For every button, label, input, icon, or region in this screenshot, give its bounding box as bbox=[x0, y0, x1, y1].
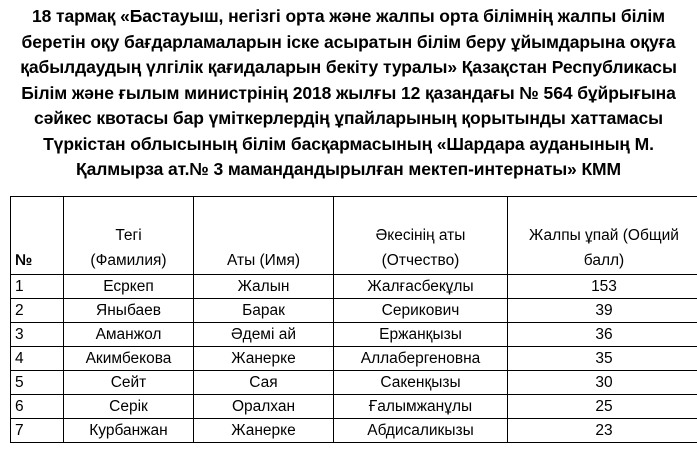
cell-surname: Акимбекова bbox=[64, 347, 194, 371]
heading-line: Қалмырза ат.№ 3 мамандандырылған мектеп-интернаты» КММ bbox=[76, 159, 621, 179]
cell-score: 36 bbox=[508, 323, 697, 347]
header-patronymic-ru: (Отчество) bbox=[381, 252, 460, 269]
table-row bbox=[11, 323, 697, 347]
table-row bbox=[11, 347, 697, 371]
cell-patronymic: Сакенқызы bbox=[334, 371, 508, 395]
header-number: № bbox=[11, 197, 64, 275]
results-table bbox=[10, 196, 697, 443]
cell-number: 3 bbox=[11, 323, 64, 347]
header-surname bbox=[64, 197, 194, 275]
heading-line: 18 тармақ «Бастауыш, негізгі орта және жалпы орта білімнің жалпы білім bbox=[31, 6, 666, 26]
document-heading bbox=[0, 4, 697, 183]
cell-name: Барак bbox=[194, 299, 334, 323]
table-row bbox=[11, 419, 697, 443]
cell-surname: Есркеп bbox=[64, 275, 194, 299]
cell-patronymic: Абдисаликызы bbox=[334, 419, 508, 443]
table-row bbox=[11, 275, 697, 299]
cell-score: 30 bbox=[508, 371, 697, 395]
cell-name: Оралхан bbox=[194, 395, 334, 419]
cell-name: Жалын bbox=[194, 275, 334, 299]
header-score-line1: Жалпы ұпай (Общий bbox=[529, 227, 679, 244]
cell-number: 2 bbox=[11, 299, 64, 323]
cell-surname: Серік bbox=[64, 395, 194, 419]
cell-number: 5 bbox=[11, 371, 64, 395]
header-patronymic bbox=[334, 197, 508, 275]
header-score-line2: балл) bbox=[583, 252, 625, 269]
table-row bbox=[11, 299, 697, 323]
cell-number: 1 bbox=[11, 275, 64, 299]
header-surname-kk: Тегі bbox=[115, 227, 142, 244]
table-row bbox=[11, 371, 697, 395]
header-score bbox=[508, 197, 697, 275]
header-surname-ru: (Фамилия) bbox=[90, 252, 167, 269]
cell-patronymic: Серикович bbox=[334, 299, 508, 323]
cell-name: Жанерке bbox=[194, 419, 334, 443]
cell-number: 7 bbox=[11, 419, 64, 443]
heading-line: сәйкес квотасы бар үміткерлердің ұпайларының қорытынды хаттамасы bbox=[33, 108, 664, 128]
cell-name: Жанерке bbox=[194, 347, 334, 371]
cell-patronymic: Жалғасбекұлы bbox=[334, 275, 508, 299]
heading-line: Білім және ғылым министрінің 2018 жылғы 12 қазандағы № 564 бұйрығына bbox=[21, 82, 676, 103]
table-row bbox=[11, 395, 697, 419]
cell-name: Сая bbox=[194, 371, 334, 395]
cell-score: 39 bbox=[508, 299, 697, 323]
cell-score: 23 bbox=[508, 419, 697, 443]
header-patronymic-kk: Әкесінің аты bbox=[375, 227, 466, 244]
cell-surname: Сейт bbox=[64, 371, 194, 395]
cell-score: 153 bbox=[508, 275, 697, 299]
cell-surname: Аманжол bbox=[64, 323, 194, 347]
heading-line: Түркістан облысының білім басқармасының «Шардара ауданының М. bbox=[43, 133, 654, 154]
table-header-row bbox=[11, 197, 697, 275]
cell-surname: Курбанжан bbox=[64, 419, 194, 443]
cell-score: 35 bbox=[508, 347, 697, 371]
header-name: Аты (Имя) bbox=[194, 197, 334, 275]
heading-line: беретін оқу бағдарламаларын іске асыратын білім беру ұйымдарына оқуға bbox=[21, 31, 676, 52]
cell-score: 25 bbox=[508, 395, 697, 419]
cell-number: 6 bbox=[11, 395, 64, 419]
cell-patronymic: Ғалымжанұлы bbox=[334, 395, 508, 419]
cell-surname: Яныбаев bbox=[64, 299, 194, 323]
cell-patronymic: Ержанқызы bbox=[334, 323, 508, 347]
cell-number: 4 bbox=[11, 347, 64, 371]
cell-patronymic: Аллабергеновна bbox=[334, 347, 508, 371]
heading-line: қабылдаудың үлгілік қағидаларын бекіту туралы» Қазақстан Республикасы bbox=[20, 57, 677, 77]
cell-name: Әдемі ай bbox=[194, 323, 334, 347]
